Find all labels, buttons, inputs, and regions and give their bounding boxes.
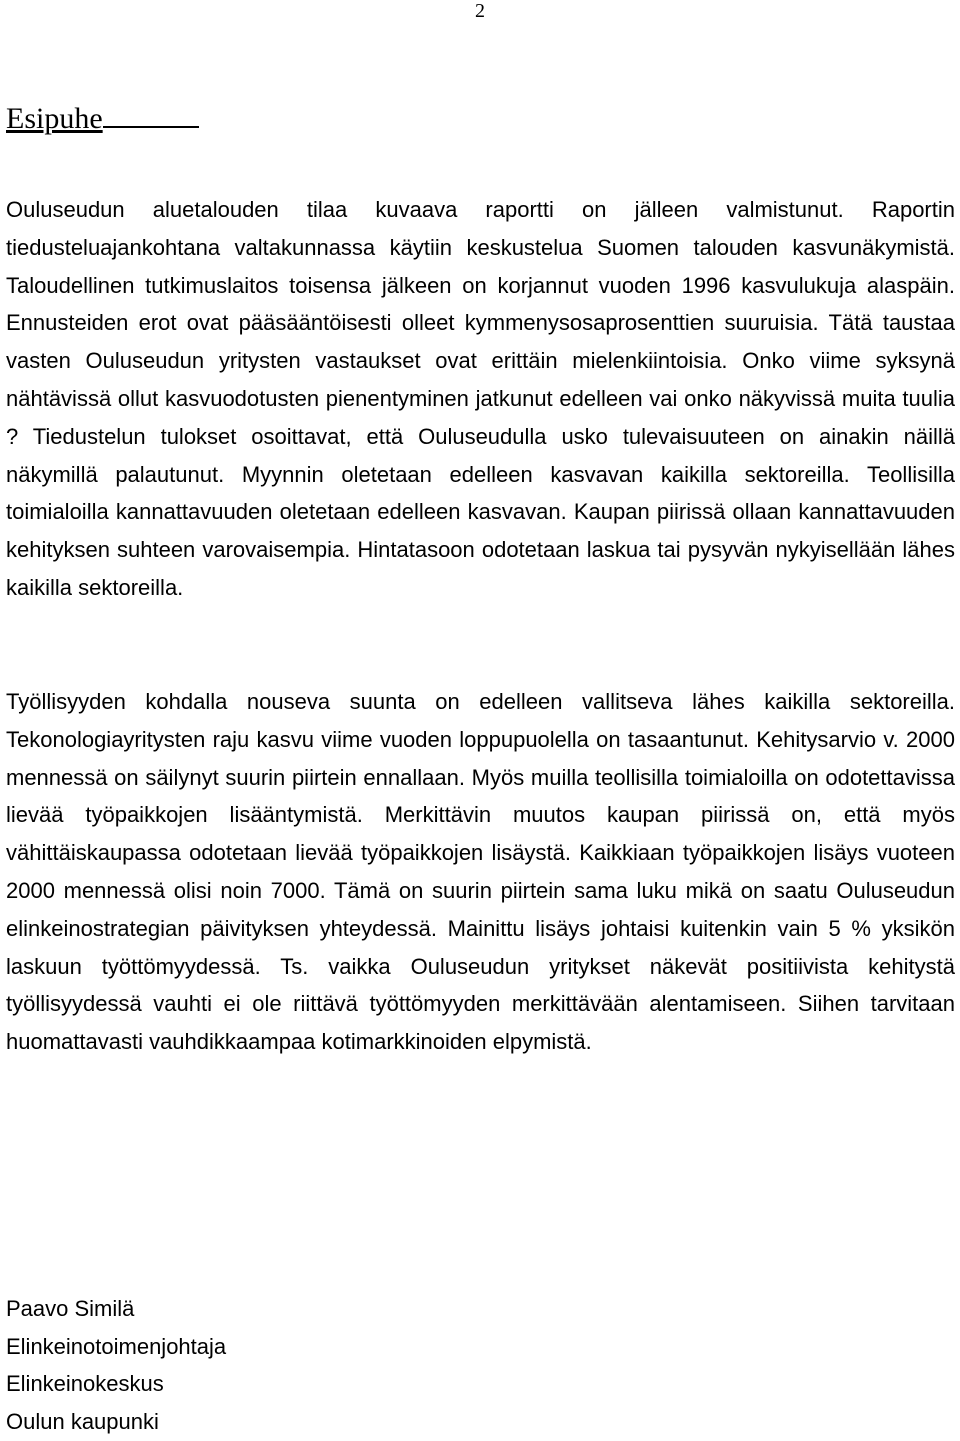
heading-underline-rule: [103, 100, 199, 128]
preface-paragraph: Työllisyyden kohdalla nouseva suunta on edelleen vallitseva lähes kaikilla sektoreilla. Tekonologiayritysten raju kasvu viime vuoden loppupuolella on tasaantunut. Kehitysarvio v. 2000 mennessä on säilynyt suurin piirtein ennallaan. Myös muilla teollisilla toimialoilla on odotettavissa lievää työpaikkojen lisääntymistä. Merkittävin muutos kaupan piirissä on, että myös vähittäiskaupassa odotetaan lievää työpaikkojen lisäystä. Kaikkiaan työpaikkojen lisäys vuoteen 2000 mennessä olisi noin 7000. Tämä on suurin piirtein sama luku mikä on saatu Ouluseudun elinkeinostrategian päivityksen yhteydessä. Mainittu lisäys johtaisi kuitenkin vain 5 % yksikön laskuun työttömyydessä. Ts. vaikka Ouluseudun yritykset näkevät positiivista kehitystä työllisyydessä vauhti ei ole riittävä työttömyyden merkittävään alentamiseen. Siihen tarvitaan huomattavasti vauhdikkaampaa kotimarkkinoiden elpymistä.: [6, 689, 955, 1055]
page-title: [6, 100, 199, 137]
signature-department: Elinkeinokeskus: [6, 1371, 164, 1397]
signature-title: Elinkeinotoimenjohtaja: [6, 1333, 227, 1359]
page-number: 2: [475, 0, 485, 22]
preface-paragraph: Ouluseudun aluetalouden tilaa kuvaava raportti on jälleen valmistunut. Raportin tiedusteluajankohtana valtakunnassa käytiin keskustelua Suomen talouden kasvunäkymistä. Taloudellinen tutkimuslaitos toisensa jälkeen on korjannut vuoden 1996 kasvulukuja alaspäin. Ennusteiden erot ovat pääsääntöisesti olleet kymmenysosaprosenttien suuruisia. Tätä taustaa vasten Ouluseudun yritysten vastaukset ovat erittäin mielenkiintoisia. Onko viime syksynä nähtävissä ollut kasvuodotusten pienentyminen jatkunut edelleen vai onko näkyvissä muita tuulia ? Tiedustelun tulokset osoittavat, että Ouluseudulla usko tulevaisuuteen on ainakin näillä näkymillä palautunut. Myynnin oletetaan edelleen kasvavan kaikilla sektoreilla. Teollisilla toimialoilla kannattavuuden oletetaan edelleen kasvavan. Kaupan piirissä ollaan kannattavuuden kehityksen suhteen varovaisempia. Hintatasoon odotetaan laskua tai pysyvän nykyisellään lähes kaikilla sektoreilla.: [6, 197, 955, 600]
heading-text: Esipuhe: [6, 102, 103, 135]
signature-block: [6, 1290, 226, 1441]
signature-organization: Oulun kaupunki: [6, 1409, 159, 1435]
signature-name: Paavo Similä: [6, 1296, 135, 1321]
